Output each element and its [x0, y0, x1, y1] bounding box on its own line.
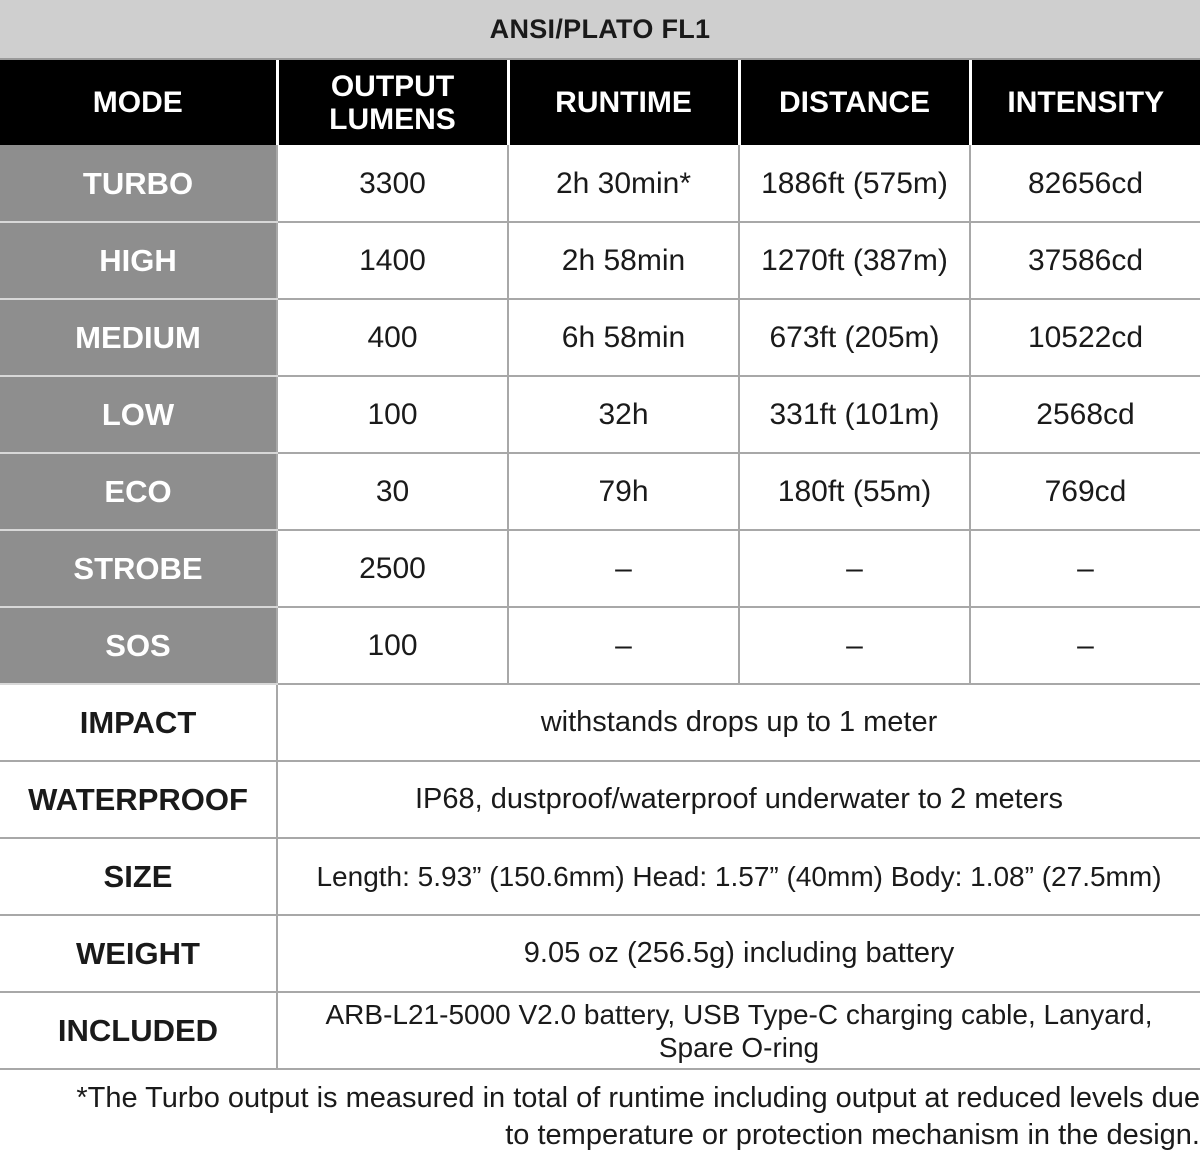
spec-row-size — [0, 838, 1200, 915]
footnote-line-1: *The Turbo output is measured in total of runtime including output at reduced levels due — [76, 1082, 1200, 1114]
header-distance: DISTANCE — [739, 60, 970, 145]
distance-cell: – — [739, 530, 970, 607]
runtime-cell: – — [508, 607, 739, 684]
table-row — [0, 530, 1200, 607]
lumens-cell: 2500 — [277, 530, 508, 607]
table-row — [0, 376, 1200, 453]
runtime-cell: 6h 58min — [508, 299, 739, 376]
intensity-cell: 10522cd — [970, 299, 1200, 376]
table-row — [0, 222, 1200, 299]
header-output-line1: OUTPUT — [330, 69, 455, 103]
table-title: ANSI/PLATO FL1 — [0, 0, 1200, 60]
spec-label: INCLUDED — [0, 992, 277, 1069]
header-output-line2: LUMENS — [329, 102, 456, 136]
table-row — [0, 453, 1200, 530]
table-row — [0, 607, 1200, 684]
runtime-cell: 2h 30min* — [508, 145, 739, 222]
lumens-cell: 100 — [277, 376, 508, 453]
intensity-cell: 82656cd — [970, 145, 1200, 222]
spec-row-weight — [0, 915, 1200, 992]
distance-cell: 331ft (101m) — [739, 376, 970, 453]
spec-label: IMPACT — [0, 684, 277, 761]
distance-cell: 673ft (205m) — [739, 299, 970, 376]
runtime-cell: 2h 58min — [508, 222, 739, 299]
distance-cell: 1886ft (575m) — [739, 145, 970, 222]
distance-cell: 180ft (55m) — [739, 453, 970, 530]
intensity-cell: 2568cd — [970, 376, 1200, 453]
header-output-lumens — [277, 60, 508, 145]
intensity-cell: – — [970, 607, 1200, 684]
distance-cell: 1270ft (387m) — [739, 222, 970, 299]
spec-value: Length: 5.93” (150.6mm) Head: 1.57” (40mm) Body: 1.08” (27.5mm) — [277, 838, 1200, 915]
table-row — [0, 145, 1200, 222]
header-intensity: INTENSITY — [970, 60, 1200, 145]
spec-value: ARB-L21-5000 V2.0 battery, USB Type-C charging cable, Lanyard, Spare O-ring — [277, 992, 1200, 1069]
spec-label: WATERPROOF — [0, 761, 277, 838]
mode-cell: LOW — [0, 376, 277, 453]
footnote-line-2: to temperature or protection mechanism in the design. — [505, 1119, 1200, 1151]
spec-label: WEIGHT — [0, 915, 277, 992]
spec-row-waterproof — [0, 761, 1200, 838]
intensity-cell: 769cd — [970, 453, 1200, 530]
spec-row-included — [0, 992, 1200, 1069]
mode-cell: SOS — [0, 607, 277, 684]
header-mode: MODE — [0, 60, 277, 145]
runtime-cell: 32h — [508, 376, 739, 453]
spec-value: IP68, dustproof/waterproof underwater to 2 meters — [277, 761, 1200, 838]
mode-cell: HIGH — [0, 222, 277, 299]
spec-table — [0, 60, 1200, 1070]
mode-cell: MEDIUM — [0, 299, 277, 376]
runtime-cell: 79h — [508, 453, 739, 530]
lumens-cell: 100 — [277, 607, 508, 684]
table-row — [0, 299, 1200, 376]
spec-value: withstands drops up to 1 meter — [277, 684, 1200, 761]
mode-cell: TURBO — [0, 145, 277, 222]
spec-label: SIZE — [0, 838, 277, 915]
lumens-cell: 1400 — [277, 222, 508, 299]
lumens-cell: 400 — [277, 299, 508, 376]
runtime-cell: – — [508, 530, 739, 607]
spec-value: 9.05 oz (256.5g) including battery — [277, 915, 1200, 992]
spec-row-impact — [0, 684, 1200, 761]
intensity-cell: – — [970, 530, 1200, 607]
header-runtime: RUNTIME — [508, 60, 739, 145]
lumens-cell: 30 — [277, 453, 508, 530]
mode-cell: STROBE — [0, 530, 277, 607]
lumens-cell: 3300 — [277, 145, 508, 222]
header-row — [0, 60, 1200, 145]
footnote — [0, 1080, 1200, 1154]
distance-cell: – — [739, 607, 970, 684]
intensity-cell: 37586cd — [970, 222, 1200, 299]
mode-cell: ECO — [0, 453, 277, 530]
